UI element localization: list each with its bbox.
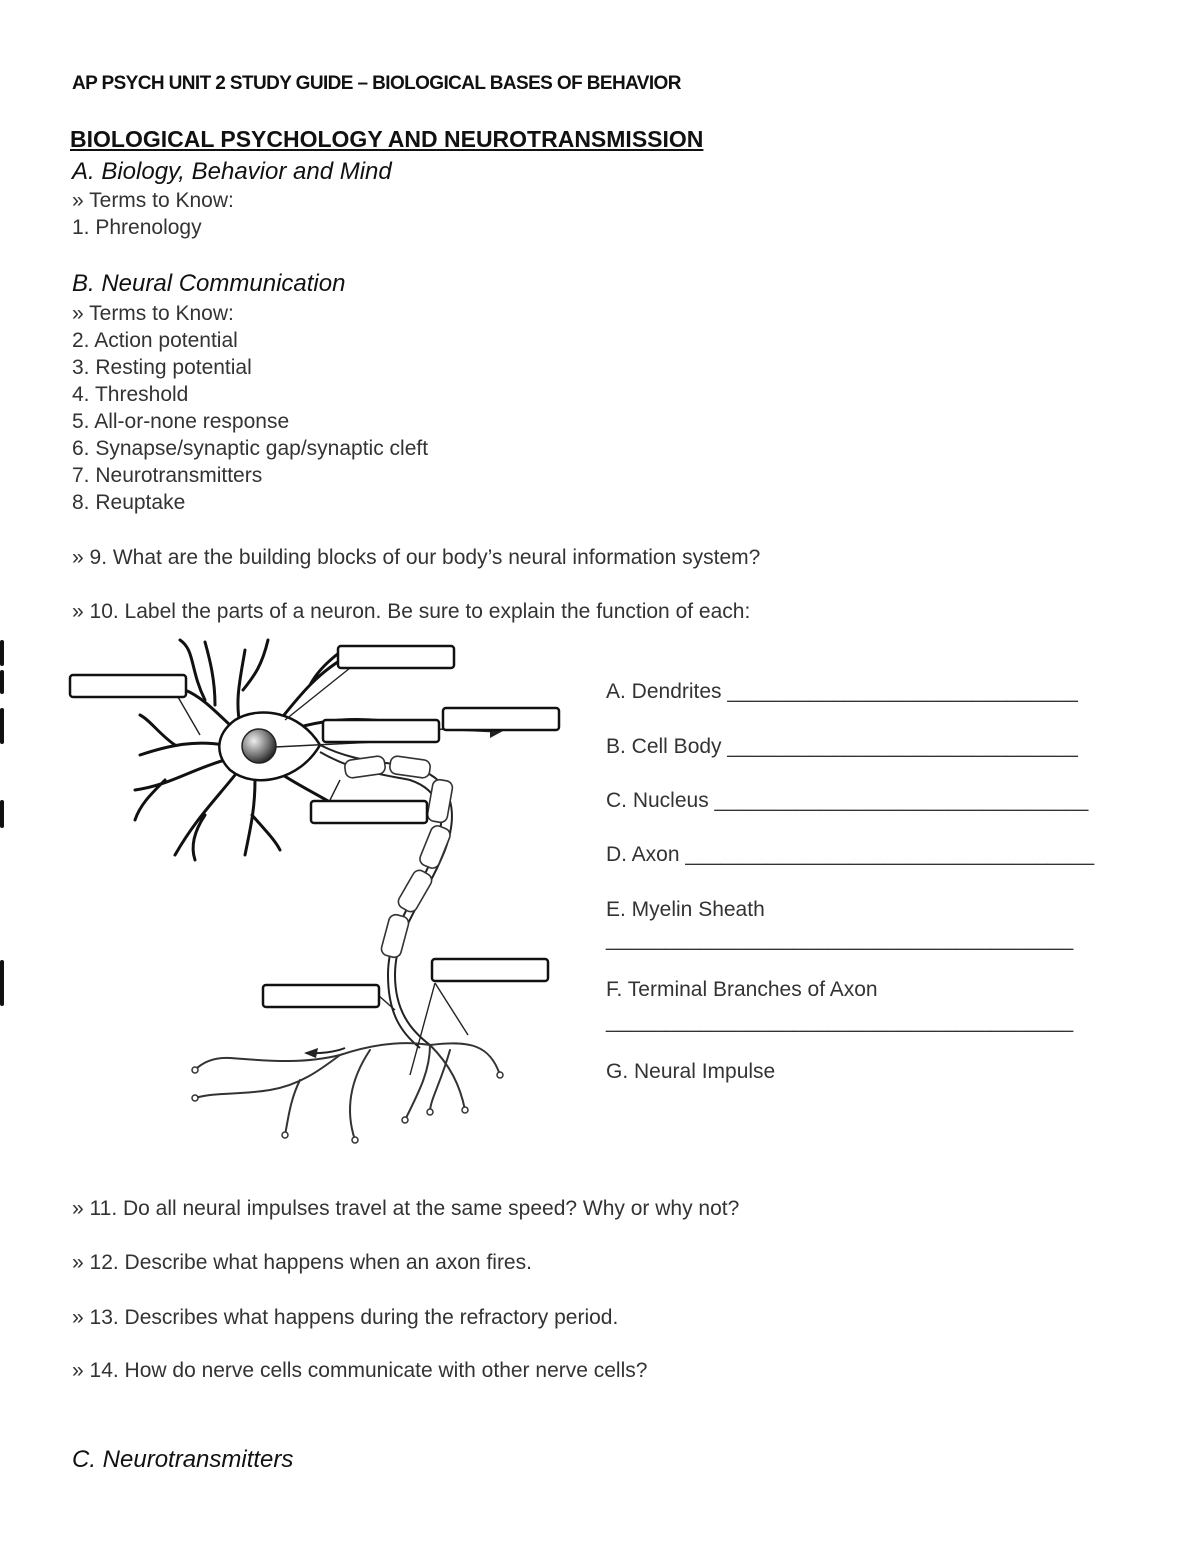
label-box	[338, 646, 454, 668]
nucleus	[242, 729, 276, 763]
leader-line	[178, 697, 200, 735]
axon-terminal	[192, 1067, 198, 1073]
label-nucleus: C. Nucleus ________________________________	[606, 789, 1089, 812]
term-item: 2. Action potential	[72, 329, 238, 352]
question-14: » 14. How do nerve cells communicate with other nerve cells?	[72, 1359, 648, 1382]
label-box	[70, 675, 186, 697]
terms-label: » Terms to Know:	[72, 302, 234, 325]
term-item: 3. Resting potential	[72, 356, 252, 379]
label-box	[432, 959, 548, 981]
axon-terminal	[462, 1107, 468, 1113]
myelin-segment	[427, 779, 454, 824]
terminal-branch	[350, 1050, 370, 1140]
page-header: AP PSYCH UNIT 2 STUDY GUIDE – BIOLOGICAL BASES OF BEHAVIOR	[72, 73, 681, 94]
terminal-branch	[430, 1045, 465, 1110]
terminal-branch	[430, 1043, 500, 1075]
myelin-segment	[380, 913, 410, 959]
neuron-diagram	[0, 0, 600, 1160]
answer-line: ________________________________________	[606, 1010, 1074, 1033]
answer-line: ________________________________________	[606, 928, 1074, 951]
label-cell-body: B. Cell Body ______________________________	[606, 735, 1078, 758]
leader-line	[330, 780, 340, 800]
section-c-title: C. Neurotransmitters	[72, 1446, 294, 1473]
axon-terminal	[282, 1132, 288, 1138]
axon-terminal	[352, 1137, 358, 1143]
terminal-branch	[405, 1045, 430, 1120]
question-12: » 12. Describe what happens when an axon fires.	[72, 1251, 532, 1274]
myelin-segment	[389, 755, 431, 778]
term-item: 1. Phrenology	[72, 216, 202, 239]
axon-terminal	[427, 1109, 433, 1115]
leader-line	[378, 995, 395, 1010]
page-title: BIOLOGICAL PSYCHOLOGY AND NEUROTRANSMISSION	[70, 126, 704, 152]
myelin-segment	[344, 755, 386, 778]
axon-terminal	[497, 1072, 503, 1078]
dendrite	[245, 780, 280, 855]
terminal-branch	[285, 1080, 300, 1135]
term-item: 6. Synapse/synaptic gap/synaptic cleft	[72, 437, 429, 460]
axon-terminal	[402, 1117, 408, 1123]
question-10: » 10. Label the parts of a neuron. Be sure to explain the function of each:	[72, 600, 751, 623]
axon-terminal	[192, 1095, 198, 1101]
term-item: 5. All-or-none response	[72, 410, 290, 433]
question-13: » 13. Describes what happens during the refractory period.	[72, 1306, 619, 1329]
label-axon: D. Axon ___________________________________	[606, 843, 1095, 866]
leader-line	[435, 983, 468, 1035]
term-item: 7. Neurotransmitters	[72, 464, 263, 487]
terms-label: » Terms to Know:	[72, 189, 234, 212]
label-box	[311, 801, 427, 823]
question-9: » 9. What are the building blocks of our body’s neural information system?	[72, 546, 761, 569]
dendrite	[140, 715, 225, 755]
label-box	[263, 985, 379, 1007]
label-myelin-sheath: E. Myelin Sheath	[606, 898, 765, 921]
term-item: 4. Threshold	[72, 383, 189, 406]
terminal-branch	[430, 1050, 450, 1112]
dendrite	[175, 775, 235, 860]
label-terminal-branches: F. Terminal Branches of Axon	[606, 978, 878, 1001]
label-dendrites: A. Dendrites ______________________________	[606, 680, 1078, 703]
question-11: » 11. Do all neural impulses travel at the same speed? Why or why not?	[72, 1197, 740, 1220]
term-item: 8. Reuptake	[72, 491, 186, 514]
label-box	[323, 720, 439, 742]
dendrite	[135, 760, 225, 820]
label-neural-impulse: G. Neural Impulse	[606, 1060, 776, 1083]
section-a-title: A. Biology, Behavior and Mind	[72, 158, 392, 185]
label-box	[443, 708, 559, 730]
section-b-title: B. Neural Communication	[72, 270, 346, 297]
myelin-segment	[396, 868, 434, 914]
